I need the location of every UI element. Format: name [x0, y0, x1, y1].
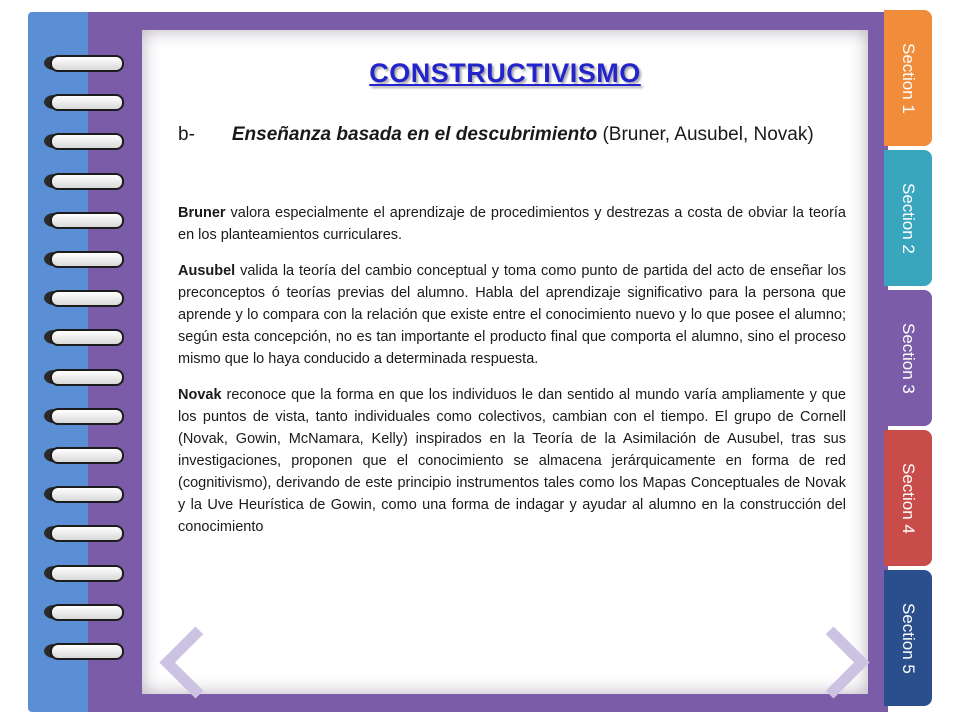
ring-bar	[50, 290, 124, 307]
binder-ring	[40, 522, 122, 544]
ring-bar	[50, 173, 124, 190]
binder-ring	[40, 405, 122, 427]
paragraph-ausubel	[178, 260, 846, 370]
binder-ring	[40, 366, 122, 388]
tab-label: Section 5	[899, 602, 918, 674]
notebook-page	[142, 30, 868, 694]
tab-label: Section 4	[899, 462, 918, 534]
binder-ring	[40, 640, 122, 662]
ring-bar	[50, 486, 124, 503]
binder-ring	[40, 287, 122, 309]
ring-bar	[50, 133, 124, 150]
tab-section-5[interactable]	[884, 570, 932, 706]
ring-bar	[50, 604, 124, 621]
paragraph-bruner	[178, 202, 846, 246]
paragraph-name: Ausubel	[178, 263, 236, 279]
ring-bar	[50, 369, 124, 386]
ring-bar	[50, 251, 124, 268]
tab-label: Section 1	[899, 42, 918, 114]
subtitle-prefix: b-	[178, 124, 195, 145]
tab-label: Section 2	[899, 182, 918, 254]
tab-section-2[interactable]	[884, 150, 932, 286]
ring-bar	[50, 525, 124, 542]
tab-section-1[interactable]	[884, 10, 932, 146]
paragraph-name: Novak	[178, 387, 222, 403]
paragraph-name: Bruner	[178, 205, 226, 221]
ring-bar	[50, 643, 124, 660]
tab-section-4[interactable]	[884, 430, 932, 566]
binder-ring	[40, 248, 122, 270]
spiral-binding	[40, 52, 130, 682]
ring-bar	[50, 212, 124, 229]
binder-ring	[40, 130, 122, 152]
binder-ring	[40, 52, 122, 74]
paragraph-text: valora especialmente el aprendizaje de procedimientos y destrezas a costa de obviar la teoría en los planteamientos curriculares.	[178, 205, 846, 243]
paragraph-novak	[178, 384, 846, 538]
ring-bar	[50, 565, 124, 582]
ring-bar	[50, 408, 124, 425]
binder-ring	[40, 483, 122, 505]
body-text	[178, 202, 846, 552]
subtitle-suffix: (Bruner, Ausubel, Novak)	[597, 124, 814, 145]
binder-ring	[40, 601, 122, 623]
binder-ring	[40, 91, 122, 113]
binder-ring	[40, 170, 122, 192]
ring-bar	[50, 329, 124, 346]
subtitle-italic: Enseñanza basada en el descubrimiento	[231, 124, 598, 145]
binder-ring	[40, 326, 122, 348]
tab-section-3[interactable]	[884, 290, 932, 426]
paragraph-text: valida la teoría del cambio conceptual y toma como punto de partida del acto de enseñar los preconceptos ó teorías previas del alumno. Habla del aprendizaje significativo para la persona que aprende y lo compara con la relación que existe entre el conocimiento nuevo y lo que posee el alumno; según esta concepción, no es tan importante el producto final que comporta el alumno, sino el proceso mismo que lo haya conducido a determinada respuesta.	[178, 263, 846, 367]
binder-ring	[40, 209, 122, 231]
ring-bar	[50, 447, 124, 464]
ring-bar	[50, 55, 124, 72]
binder-ring	[40, 444, 122, 466]
subtitle	[178, 122, 838, 147]
ring-bar	[50, 94, 124, 111]
page-title: CONSTRUCTIVISMO	[369, 58, 641, 88]
paragraph-text: reconoce que la forma en que los individuos le dan sentido al mundo varía ampliamente y que los puntos de vista, tanto individuales como colectivos, cambian con el tiempo. El grupo de Cornell (Novak, Gowin, McNamara, Kelly) inspirados en la Teoría de la Asimilación de Ausubel, tras sus investigaciones, proponen que el conocimiento se almacena jerárquicamente en forma de red (cognitivismo), derivando de este principio instrumentos tales como los Mapas Conceptuales de Novak y la Uve Heurística de Gowin, como una forma de indagar y ayudar al alumno en la construcción del conocimiento	[178, 387, 846, 535]
binder-ring	[40, 562, 122, 584]
tab-label: Section 3	[899, 322, 918, 394]
